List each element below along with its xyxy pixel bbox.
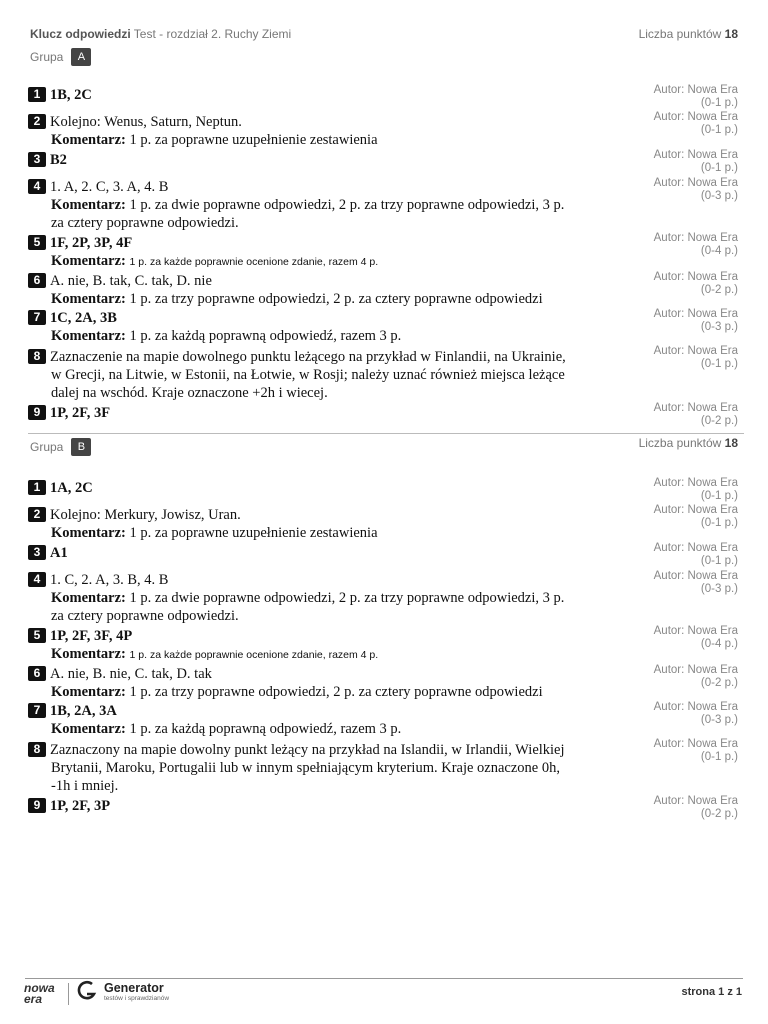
question-number: 3 — [28, 152, 46, 167]
author: Autor: Nowa Era — [653, 402, 738, 414]
points: (0-1 p.) — [700, 97, 738, 109]
meta-a2 — [654, 111, 738, 137]
question-a6 — [28, 272, 638, 308]
answer: A1 — [50, 545, 68, 561]
question-number: 7 — [28, 703, 46, 718]
comment-label: Komentarz: — [51, 721, 126, 737]
comment: 1 p. za każdą poprawną odpowiedź, razem 3 p. — [129, 328, 402, 344]
meta-b7 — [654, 701, 738, 727]
question-a9 — [28, 404, 638, 422]
meta-b2 — [654, 504, 738, 530]
question-a5 — [28, 234, 638, 271]
meta-a7 — [654, 308, 738, 334]
points-value: 18 — [724, 436, 738, 450]
group-a-header — [30, 48, 91, 66]
answer: 1P, 2F, 3F — [50, 405, 111, 421]
points: (0-3 p.) — [700, 190, 738, 202]
meta-b4 — [654, 570, 738, 596]
question-b5 — [28, 627, 638, 664]
points: (0-2 p.) — [700, 284, 738, 296]
meta-b6 — [654, 664, 738, 690]
question-number: 8 — [28, 742, 46, 757]
generator-logo-text: Generator — [104, 981, 164, 995]
comment-label: Komentarz: — [51, 328, 126, 344]
question-b8 — [28, 741, 638, 795]
group-b-points — [639, 436, 738, 450]
comment-label: Komentarz: — [51, 197, 126, 213]
question-number: 3 — [28, 545, 46, 560]
comment-label: Komentarz: — [51, 253, 126, 269]
comment: 1 p. za poprawne uzupełnienie zestawienia — [129, 132, 378, 148]
author: Autor: Nowa Era — [653, 271, 738, 283]
group-separator — [28, 433, 744, 434]
answer: A. nie, B. tak, C. tak, D. nie — [50, 273, 212, 289]
question-number: 2 — [28, 507, 46, 522]
comment-label: Komentarz: — [51, 684, 126, 700]
group-badge: B — [71, 438, 91, 456]
answer-cont: Brytanii, Maroku, Portugalii lub w innym spełniającym kryterium. Kraje oznaczone 0h, — [51, 760, 560, 776]
points: (0-1 p.) — [700, 490, 738, 502]
points: (0-3 p.) — [700, 583, 738, 595]
question-a8 — [28, 348, 638, 402]
question-number: 9 — [28, 405, 46, 420]
answer: 1B, 2A, 3A — [50, 703, 117, 719]
title-rest: Test - rozdział 2. Ruchy Ziemi — [133, 27, 292, 41]
question-a4 — [28, 178, 638, 232]
author: Autor: Nowa Era — [653, 308, 738, 320]
meta-b8 — [654, 738, 738, 764]
comment: 1 p. za trzy poprawne odpowiedzi, 2 p. za cztery poprawne odpowiedzi — [129, 291, 543, 307]
comment: 1 p. za poprawne uzupełnienie zestawienia — [129, 525, 378, 541]
meta-b9 — [654, 795, 738, 821]
author: Autor: Nowa Era — [653, 345, 738, 357]
points: (0-4 p.) — [700, 245, 738, 257]
points: (0-2 p.) — [700, 677, 738, 689]
group-badge: A — [71, 48, 91, 66]
question-b9 — [28, 797, 638, 815]
meta-b5 — [654, 625, 738, 651]
points: (0-1 p.) — [700, 124, 738, 136]
total-points — [639, 27, 738, 41]
question-a7 — [28, 309, 638, 345]
author: Autor: Nowa Era — [653, 504, 738, 516]
points: (0-3 p.) — [700, 714, 738, 726]
document-title — [30, 27, 291, 41]
comment-label: Komentarz: — [51, 646, 126, 662]
points: (0-1 p.) — [700, 162, 738, 174]
question-number: 4 — [28, 572, 46, 587]
generator-subtitle: testów i sprawdzianów — [104, 995, 170, 1002]
answer: 1A, 2C — [50, 480, 93, 496]
question-number: 2 — [28, 114, 46, 129]
answer: 1. A, 2. C, 3. A, 4. B — [50, 179, 169, 195]
meta-b3 — [654, 542, 738, 568]
group-label: Grupa — [30, 50, 64, 64]
meta-a6 — [654, 271, 738, 297]
meta-a5 — [654, 232, 738, 258]
logo-nowa-text: nowa — [24, 981, 55, 995]
question-b6 — [28, 665, 638, 701]
comment: 1 p. za każdą poprawną odpowiedź, razem 3 p. — [129, 721, 402, 737]
page-number: strona 1 z 1 — [681, 986, 742, 998]
nowa-era-logo — [24, 983, 55, 1005]
comment: 1 p. za trzy poprawne odpowiedzi, 2 p. za cztery poprawne odpowiedzi — [129, 684, 543, 700]
points-value: 18 — [724, 27, 738, 41]
comment-label: Komentarz: — [51, 291, 126, 307]
question-number: 5 — [28, 628, 46, 643]
comment-label: Komentarz: — [51, 132, 126, 148]
answer: Kolejno: Wenus, Saturn, Neptun. — [50, 114, 242, 130]
author: Autor: Nowa Era — [653, 664, 738, 676]
author: Autor: Nowa Era — [653, 232, 738, 244]
points-label: Liczba punktów — [638, 436, 722, 450]
question-number: 1 — [28, 480, 46, 495]
group-b-header — [30, 438, 91, 456]
meta-a9 — [654, 402, 738, 428]
answer: A. nie, B. nie, C. tak, D. tak — [50, 666, 212, 682]
author: Autor: Nowa Era — [653, 570, 738, 582]
author: Autor: Nowa Era — [653, 84, 738, 96]
answer: Kolejno: Merkury, Jowisz, Uran. — [50, 507, 241, 523]
points: (0-4 p.) — [700, 638, 738, 650]
meta-a8 — [654, 345, 738, 371]
question-b1 — [28, 479, 638, 497]
question-b7 — [28, 702, 638, 738]
points: (0-1 p.) — [700, 358, 738, 370]
author: Autor: Nowa Era — [653, 177, 738, 189]
author: Autor: Nowa Era — [653, 625, 738, 637]
points-label: Liczba punktów — [638, 27, 722, 41]
comment: 1 p. za każde poprawnie ocenione zdanie, razem 4 p. — [129, 256, 379, 268]
author: Autor: Nowa Era — [653, 701, 738, 713]
question-number: 7 — [28, 310, 46, 325]
comment: 1 p. za dwie poprawne odpowiedzi, 2 p. za trzy poprawne odpowiedzi, 3 p. — [129, 590, 565, 606]
answer: Zaznaczenie na mapie dowolnego punktu leżącego na przykład w Finlandii, na Ukrainie, — [50, 349, 566, 365]
answer: 1B, 2C — [50, 87, 92, 103]
question-b4 — [28, 571, 638, 625]
answer: Zaznaczony na mapie dowolny punkt leżący na przykład na Islandii, w Irlandii, Wielkiej — [50, 742, 565, 758]
answer: 1P, 2F, 3P — [50, 798, 111, 814]
question-number: 5 — [28, 235, 46, 250]
author: Autor: Nowa Era — [653, 111, 738, 123]
comment-cont: za cztery poprawne odpowiedzi. — [51, 608, 239, 624]
author: Autor: Nowa Era — [653, 149, 738, 161]
question-a2 — [28, 113, 638, 149]
author: Autor: Nowa Era — [653, 542, 738, 554]
points: (0-2 p.) — [700, 415, 738, 427]
answer: 1C, 2A, 3B — [50, 310, 117, 326]
question-number: 6 — [28, 666, 46, 681]
points: (0-1 p.) — [700, 517, 738, 529]
meta-a3 — [654, 149, 738, 175]
question-a1 — [28, 86, 638, 104]
answer: 1F, 2P, 3P, 4F — [50, 235, 133, 251]
comment: 1 p. za każde poprawnie ocenione zdanie, razem 4 p. — [129, 649, 379, 661]
answer: B2 — [50, 152, 67, 168]
author: Autor: Nowa Era — [653, 477, 738, 489]
answer-cont: w Grecji, na Litwie, w Estonii, na Łotwie, w Rosji; należy uznać również miejsca leżące — [51, 367, 565, 383]
comment-label: Komentarz: — [51, 525, 126, 541]
group-label: Grupa — [30, 440, 64, 454]
points: (0-2 p.) — [700, 808, 738, 820]
answer-cont: -1h i mniej. — [51, 778, 119, 794]
question-number: 9 — [28, 798, 46, 813]
title-bold: Klucz odpowiedzi — [30, 27, 131, 41]
comment: 1 p. za dwie poprawne odpowiedzi, 2 p. za trzy poprawne odpowiedzi, 3 p. — [129, 197, 565, 213]
points: (0-3 p.) — [700, 321, 738, 333]
question-number: 6 — [28, 273, 46, 288]
question-number: 8 — [28, 349, 46, 364]
generator-g-icon — [77, 980, 97, 1002]
meta-b1 — [654, 477, 738, 503]
logo-divider — [68, 983, 69, 1005]
meta-a1 — [654, 84, 738, 110]
footer-divider — [25, 978, 743, 979]
points: (0-1 p.) — [700, 555, 738, 567]
meta-a4 — [654, 177, 738, 203]
points: (0-1 p.) — [700, 751, 738, 763]
question-b2 — [28, 506, 638, 542]
answer: 1. C, 2. A, 3. B, 4. B — [50, 572, 169, 588]
question-b3 — [28, 544, 638, 562]
comment-cont: za cztery poprawne odpowiedzi. — [51, 215, 239, 231]
logo-era-text: era — [24, 992, 43, 1006]
question-number: 4 — [28, 179, 46, 194]
answer: 1P, 2F, 3F, 4P — [50, 628, 133, 644]
author: Autor: Nowa Era — [653, 738, 738, 750]
answer-cont: dalej na wschód. Kraje oznaczone +2h i wiecej. — [51, 385, 328, 401]
question-a3 — [28, 151, 638, 169]
question-number: 1 — [28, 87, 46, 102]
comment-label: Komentarz: — [51, 590, 126, 606]
author: Autor: Nowa Era — [653, 795, 738, 807]
